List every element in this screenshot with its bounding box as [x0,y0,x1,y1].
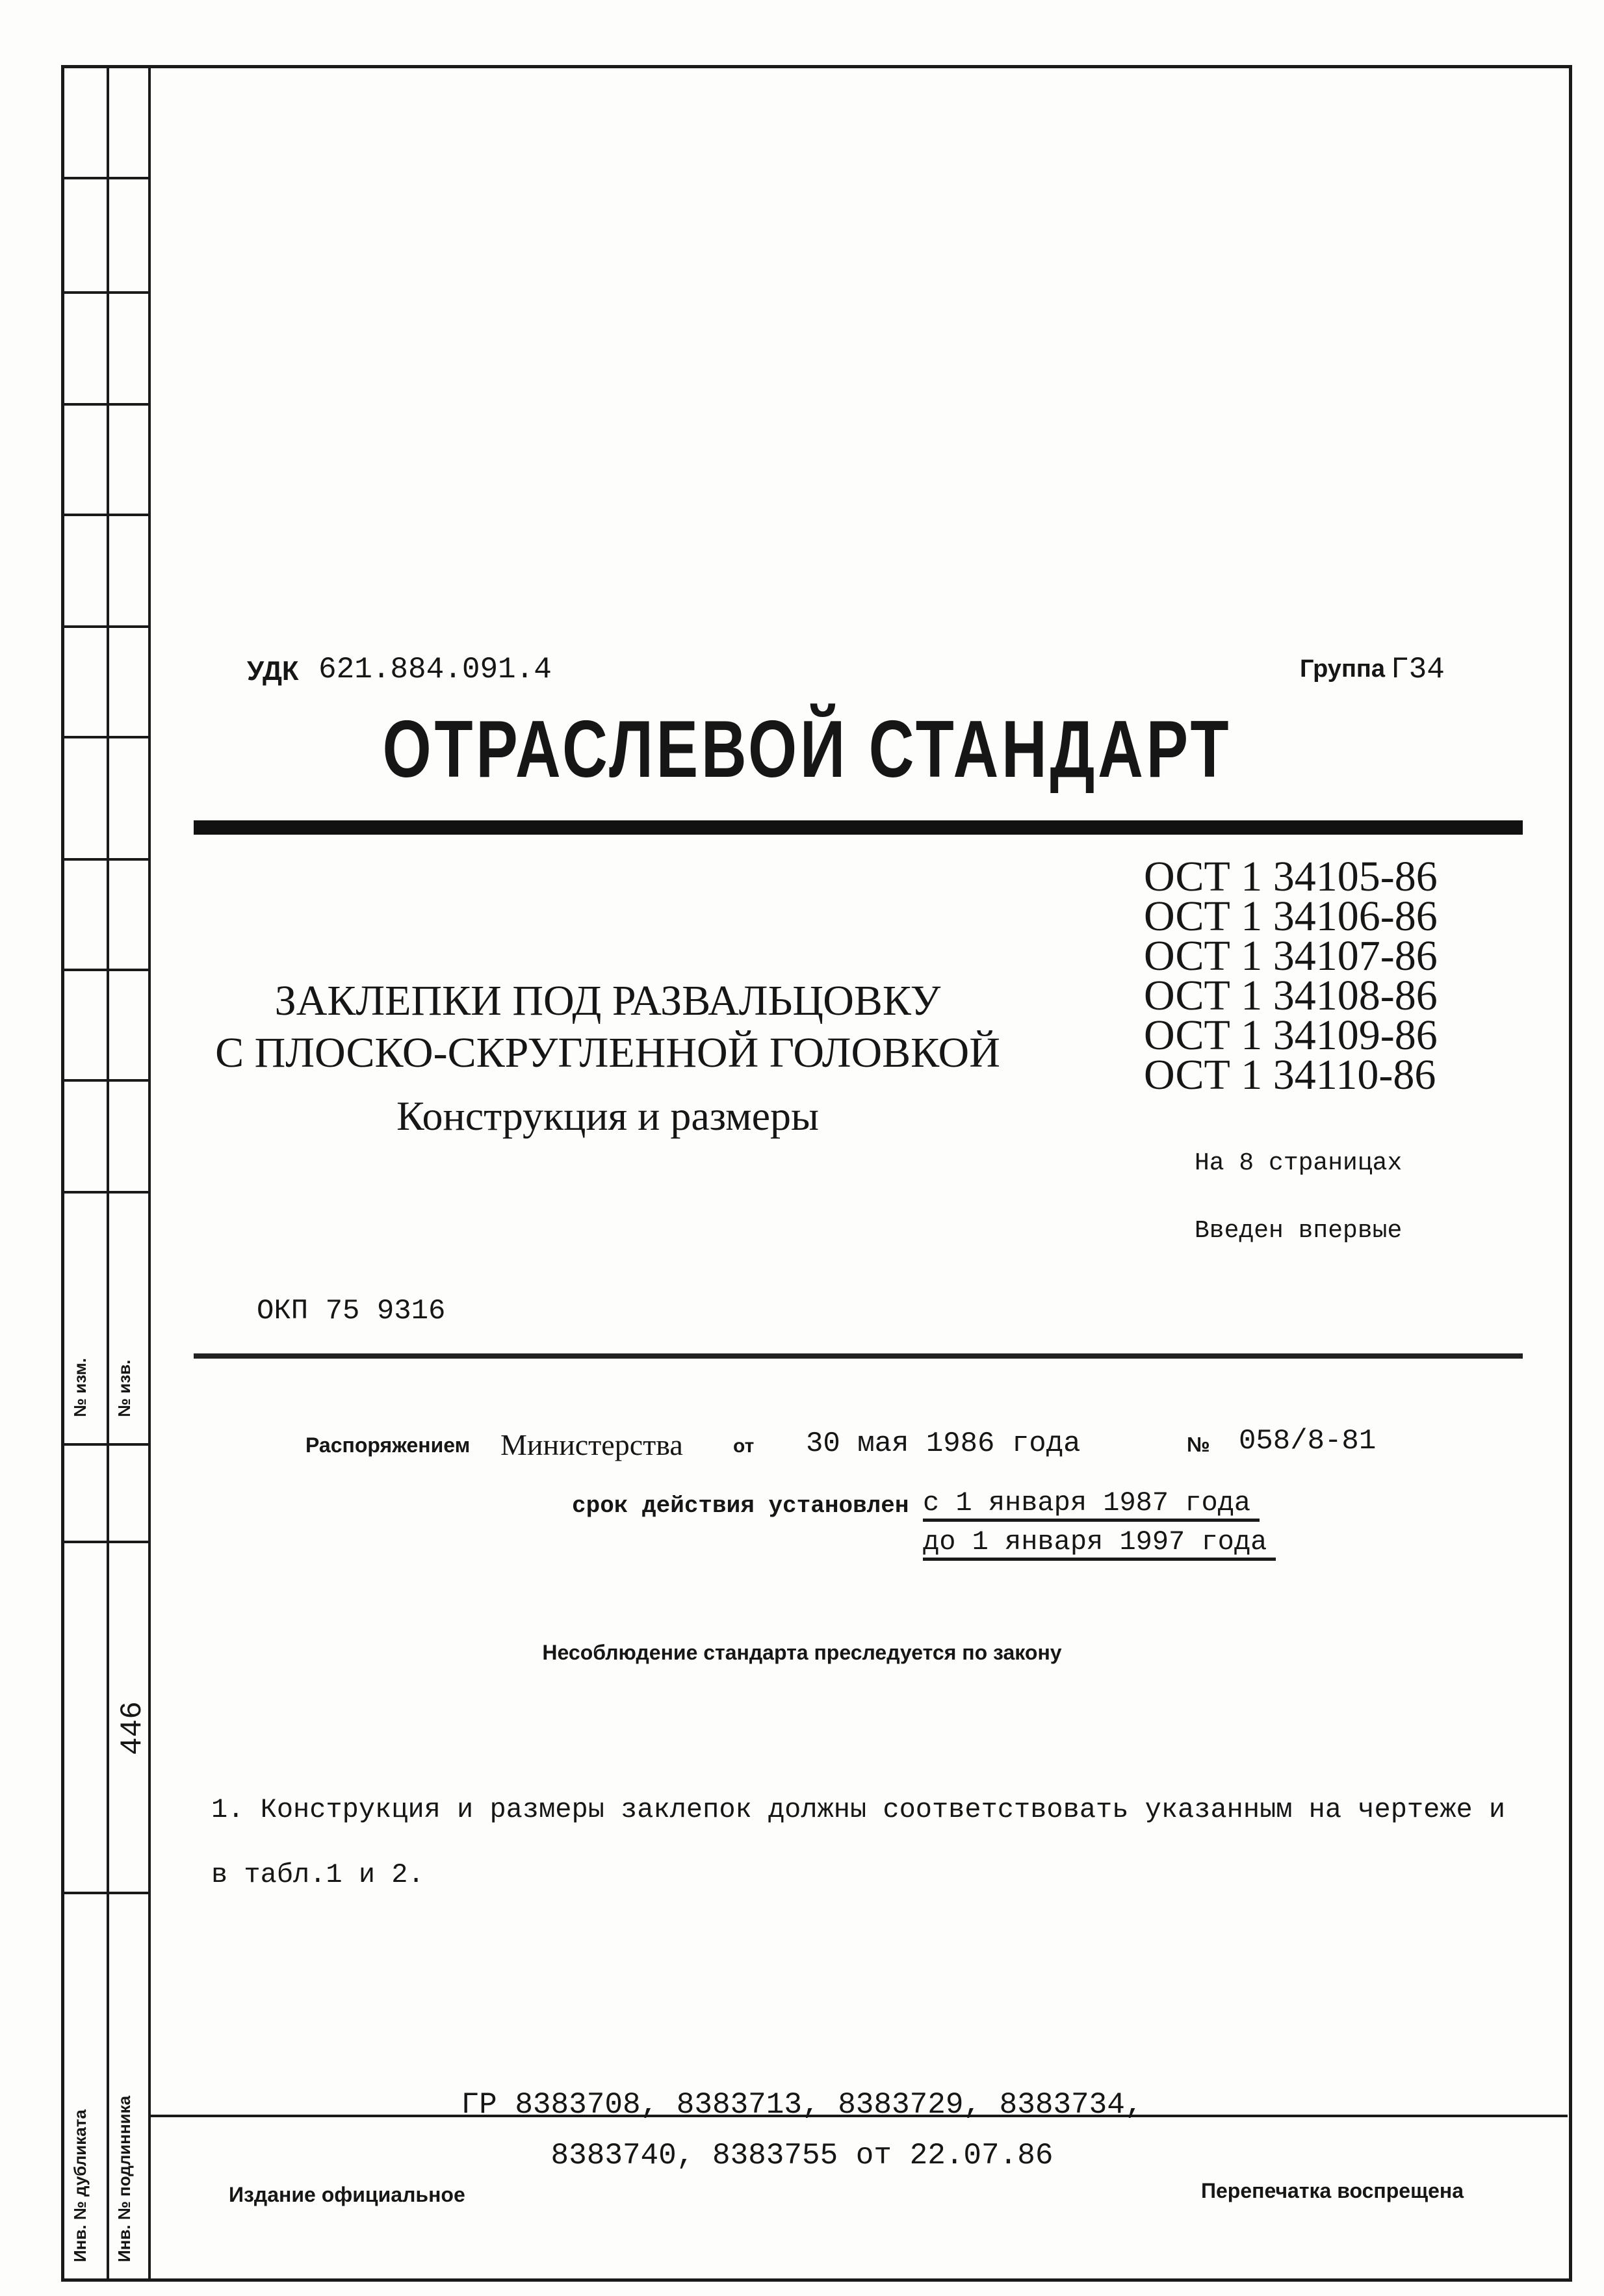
order-label: Распоряжением [305,1433,471,1457]
standard-number: ОСТ 1 34106-86 [1144,893,1438,940]
frame-margin-line [148,65,151,2278]
validity-label: срок действия установлен [572,1493,909,1519]
stub-number: 446 [116,1701,149,1755]
stub-divider [61,736,151,738]
stub-divider [61,1191,151,1194]
reprint-prohibited: Перепечатка воспрещена [1201,2179,1464,2202]
udk-value: 621.884.091.4 [318,653,552,686]
stub-column-line [107,65,109,2278]
group-value: Г34 [1391,653,1445,686]
stub-label-change-b: № изв. [114,1359,134,1417]
group-label: Группа [1300,655,1385,683]
validity-from: с 1 января 1987 года [923,1487,1260,1522]
standard-number-list [1144,853,1438,1099]
standard-number: ОСТ 1 34105-86 [1144,853,1438,900]
order-from-label: от [733,1435,755,1457]
official-edition: Издание официальное [229,2183,465,2206]
order-number: 058/8-81 [1239,1425,1377,1457]
order-number-label: № [1187,1433,1210,1456]
stub-label-change-a: № изм. [70,1358,90,1417]
paragraph-1: 1. Конструкция и размеры заклепок должны соответствовать указанным на чертеже и в табл.1 и 2. [211,1794,1506,1890]
standard-number: ОСТ 1 34110-86 [1144,1051,1436,1099]
stub-label-duplicate: Инв. № дубликата [70,2109,90,2262]
standard-number: ОСТ 1 34109-86 [1144,1011,1438,1059]
order-ministry: Министерства [500,1428,683,1461]
order-date: 30 мая 1986 года [806,1428,1081,1460]
standard-number: ОСТ 1 34107-86 [1144,932,1438,980]
stub-divider [61,177,151,179]
document-title-line1: ЗАКЛЕПКИ ПОД РАЗВАЛЬЦОВКУ [274,977,941,1024]
stub-divider [61,403,151,406]
stub-divider [61,291,151,294]
stub-divider [61,514,151,516]
stub-divider [61,1443,151,1446]
stub-divider [61,1892,151,1894]
page-title: ОТРАСЛЕВОЙ СТАНДАРТ [382,705,1232,794]
law-notice: Несоблюдение стандарта преследуется по закону [542,1641,1062,1664]
stub-divider [61,1079,151,1082]
page-count: На 8 страницах [1195,1149,1403,1177]
stub-divider [61,969,151,971]
stub-divider [61,858,151,861]
udk-label: УДК [247,655,299,686]
standard-number: ОСТ 1 34108-86 [1144,972,1438,1019]
document-title [182,975,1033,1079]
section-rule [194,1353,1523,1359]
validity-to: до 1 января 1997 года [923,1526,1276,1561]
stub-divider [61,1541,151,1543]
introduced-note: Введен впервые [1195,1217,1403,1245]
stub-label-original: Инв. № подлинника [114,2095,134,2262]
stub-divider [61,625,151,628]
registration-numbers-line1: ГР 8383708, 8383713, 8383729, 8383734, [461,2088,1143,2122]
document-title-line2: С ПЛОСКО-СКРУГЛЕННОЙ ГОЛОВКОЙ [215,1029,1000,1076]
okp-code: ОКП 75 9316 [257,1295,446,1327]
title-rule [194,820,1523,835]
registration-numbers-line2: 8383740, 8383755 от 22.07.86 [550,2139,1054,2172]
document-subtitle: Конструкция и размеры [396,1093,820,1139]
